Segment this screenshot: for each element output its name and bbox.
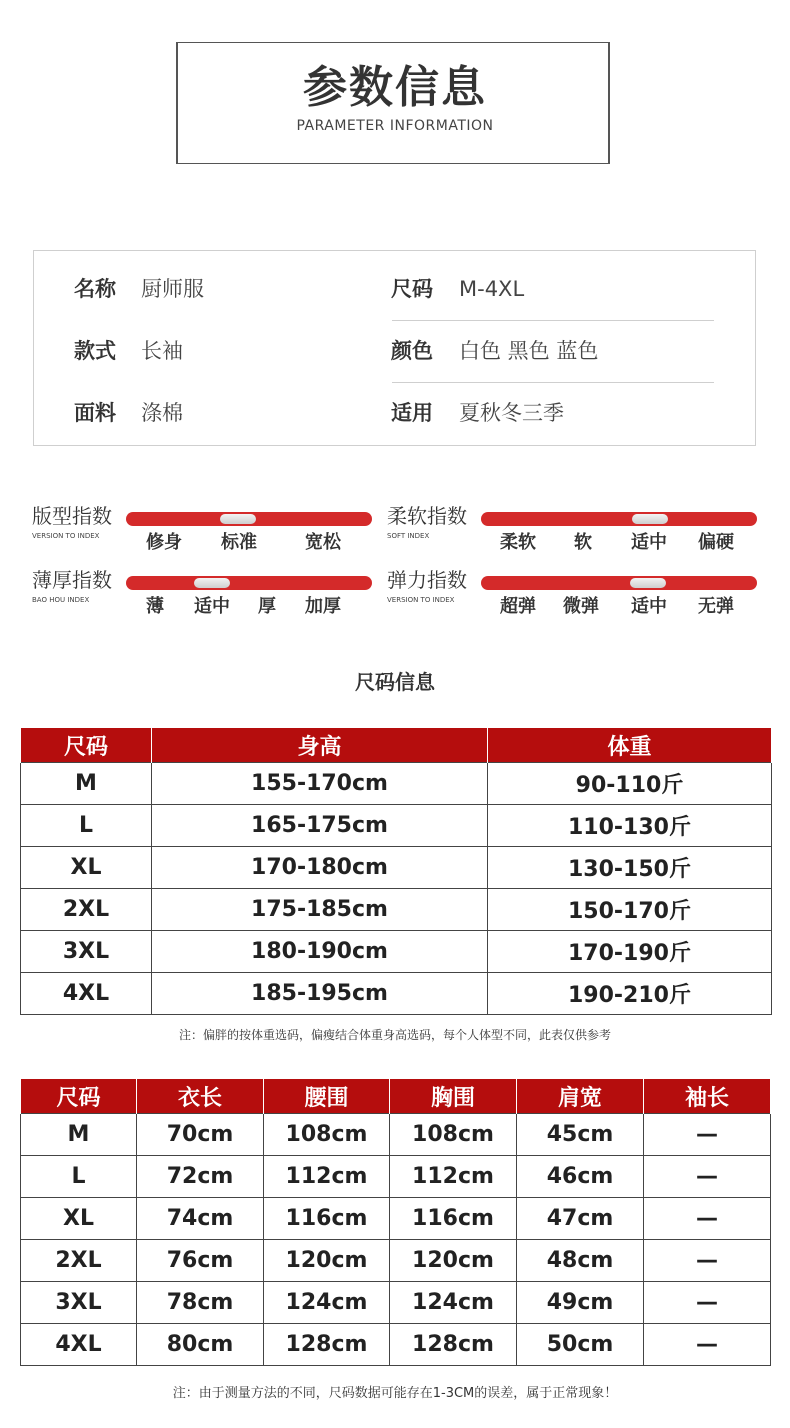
table-row bbox=[21, 1114, 771, 1156]
waist-cell: 116cm bbox=[264, 1198, 390, 1240]
chest-cell: 128cm bbox=[390, 1324, 517, 1366]
size-cell: M bbox=[21, 763, 152, 805]
weight-cell: 170-190斤 bbox=[488, 931, 772, 973]
shoulder-cell: 48cm bbox=[517, 1240, 644, 1282]
param-key: 名称 bbox=[74, 277, 116, 301]
height-cell: 180-190cm bbox=[152, 931, 488, 973]
shoulder-cell: 49cm bbox=[517, 1282, 644, 1324]
page-title: 参数信息 bbox=[303, 62, 487, 113]
size-chart-measurements bbox=[20, 1079, 771, 1366]
sleeve-cell: — bbox=[644, 1324, 771, 1366]
index-option: 柔软 bbox=[500, 532, 536, 553]
param-value: 涤棉 bbox=[141, 401, 183, 425]
shoulder-cell: 50cm bbox=[517, 1324, 644, 1366]
param-value: 厨师服 bbox=[141, 277, 204, 301]
index-option: 适中 bbox=[631, 532, 667, 553]
sleeve-cell: — bbox=[644, 1114, 771, 1156]
index-option: 厚 bbox=[258, 596, 276, 617]
header-cell: 尺码 bbox=[21, 1079, 137, 1114]
table-row bbox=[21, 805, 772, 847]
param-value: 长袖 bbox=[141, 339, 183, 363]
measurement-note: 注：由于测量方法的不同，尺码数据可能存在1-3CM的误差，属于正常现象！ bbox=[172, 1386, 618, 1401]
weight-cell: 90-110斤 bbox=[488, 763, 772, 805]
length-cell: 74cm bbox=[137, 1198, 264, 1240]
table-row bbox=[21, 973, 772, 1015]
shoulder-cell: 45cm bbox=[517, 1114, 644, 1156]
chest-cell: 116cm bbox=[390, 1198, 517, 1240]
param-row bbox=[74, 383, 714, 445]
size-cell: L bbox=[21, 1156, 137, 1198]
table-row bbox=[21, 1324, 771, 1366]
length-cell: 80cm bbox=[137, 1324, 264, 1366]
header-cell: 身高 bbox=[152, 728, 488, 763]
table-row bbox=[21, 1198, 771, 1240]
height-cell: 175-185cm bbox=[152, 889, 488, 931]
table-row bbox=[21, 931, 772, 973]
index-subtitle: SOFT INDEX bbox=[387, 532, 430, 540]
header-cell: 胸围 bbox=[390, 1079, 517, 1114]
header-cell: 体重 bbox=[488, 728, 772, 763]
waist-cell: 120cm bbox=[264, 1240, 390, 1282]
weight-cell: 130-150斤 bbox=[488, 847, 772, 889]
weight-cell: 150-170斤 bbox=[488, 889, 772, 931]
shoulder-cell: 46cm bbox=[517, 1156, 644, 1198]
size-cell: 2XL bbox=[21, 1240, 137, 1282]
param-row bbox=[74, 259, 714, 321]
chest-cell: 124cm bbox=[390, 1282, 517, 1324]
index-knob bbox=[194, 578, 230, 588]
weight-cell: 190-210斤 bbox=[488, 973, 772, 1015]
length-cell: 72cm bbox=[137, 1156, 264, 1198]
size-cell: XL bbox=[21, 847, 152, 889]
header-cell: 肩宽 bbox=[517, 1079, 644, 1114]
param-key: 适用 bbox=[391, 401, 433, 425]
waist-cell: 112cm bbox=[264, 1156, 390, 1198]
param-key: 款式 bbox=[74, 339, 116, 363]
height-cell: 155-170cm bbox=[152, 763, 488, 805]
sleeve-cell: — bbox=[644, 1282, 771, 1324]
table-row bbox=[21, 889, 772, 931]
chest-cell: 120cm bbox=[390, 1240, 517, 1282]
param-value: 夏秋冬三季 bbox=[459, 401, 564, 425]
size-note: 注：偏胖的按体重选码，偏瘦结合体重身高选码，每个人体型不同，此表仅供参考 bbox=[178, 1028, 611, 1042]
size-cell: M bbox=[21, 1114, 137, 1156]
table-header-row bbox=[21, 728, 772, 763]
height-cell: 185-195cm bbox=[152, 973, 488, 1015]
height-cell: 170-180cm bbox=[152, 847, 488, 889]
index-option: 软 bbox=[574, 532, 592, 553]
size-cell: L bbox=[21, 805, 152, 847]
table-row bbox=[21, 1282, 771, 1324]
index-title: 弹力指数 bbox=[387, 568, 467, 592]
waist-cell: 128cm bbox=[264, 1324, 390, 1366]
size-cell: 3XL bbox=[21, 1282, 137, 1324]
length-cell: 76cm bbox=[137, 1240, 264, 1282]
index-title: 薄厚指数 bbox=[32, 568, 112, 592]
length-cell: 78cm bbox=[137, 1282, 264, 1324]
waist-cell: 108cm bbox=[264, 1114, 390, 1156]
chest-cell: 112cm bbox=[390, 1156, 517, 1198]
index-option: 偏硬 bbox=[698, 532, 734, 553]
length-cell: 70cm bbox=[137, 1114, 264, 1156]
index-option: 适中 bbox=[631, 596, 667, 617]
index-subtitle: VERSION TO INDEX bbox=[32, 532, 100, 540]
table-row bbox=[21, 1240, 771, 1282]
index-title: 柔软指数 bbox=[387, 504, 467, 528]
size-cell: 4XL bbox=[21, 973, 152, 1015]
index-knob bbox=[220, 514, 256, 524]
size-cell: 2XL bbox=[21, 889, 152, 931]
header-cell: 腰围 bbox=[264, 1079, 390, 1114]
index-bar bbox=[481, 576, 757, 590]
parameter-table bbox=[33, 250, 756, 446]
index-knob bbox=[632, 514, 668, 524]
param-key: 尺码 bbox=[391, 277, 433, 301]
size-chart-height-weight bbox=[20, 728, 772, 1015]
index-bar bbox=[126, 576, 372, 590]
index-title: 版型指数 bbox=[32, 504, 112, 528]
table-row bbox=[21, 1156, 771, 1198]
weight-cell: 110-130斤 bbox=[488, 805, 772, 847]
waist-cell: 124cm bbox=[264, 1282, 390, 1324]
page-subtitle: PARAMETER INFORMATION bbox=[296, 118, 494, 134]
index-option: 标准 bbox=[221, 532, 257, 553]
table-row bbox=[21, 763, 772, 805]
index-subtitle: BAO HOU INDEX bbox=[32, 596, 90, 604]
height-cell: 165-175cm bbox=[152, 805, 488, 847]
index-subtitle: VERSION TO INDEX bbox=[387, 596, 455, 604]
size-section-title: 尺码信息 bbox=[355, 670, 435, 694]
index-option: 薄 bbox=[146, 596, 164, 617]
sleeve-cell: — bbox=[644, 1156, 771, 1198]
index-option: 超弹 bbox=[500, 596, 536, 617]
table-row bbox=[21, 847, 772, 889]
sleeve-cell: — bbox=[644, 1240, 771, 1282]
size-cell: 3XL bbox=[21, 931, 152, 973]
param-value: 白色 黑色 蓝色 bbox=[459, 339, 599, 363]
chest-cell: 108cm bbox=[390, 1114, 517, 1156]
index-option: 微弹 bbox=[563, 596, 599, 617]
shoulder-cell: 47cm bbox=[517, 1198, 644, 1240]
index-option: 无弹 bbox=[698, 596, 734, 617]
size-cell: 4XL bbox=[21, 1324, 137, 1366]
size-cell: XL bbox=[21, 1198, 137, 1240]
header-cell: 袖长 bbox=[644, 1079, 771, 1114]
param-row bbox=[74, 321, 714, 383]
table-header-row bbox=[21, 1079, 771, 1114]
index-option: 修身 bbox=[146, 532, 182, 553]
index-option: 宽松 bbox=[305, 532, 341, 553]
index-knob bbox=[630, 578, 666, 588]
index-option: 加厚 bbox=[305, 596, 341, 617]
header-cell: 衣长 bbox=[137, 1079, 264, 1114]
index-bar bbox=[126, 512, 372, 526]
param-value: M-4XL bbox=[459, 277, 525, 301]
param-key: 颜色 bbox=[391, 339, 433, 363]
index-option: 适中 bbox=[194, 596, 230, 617]
header-cell: 尺码 bbox=[21, 728, 152, 763]
index-bar bbox=[481, 512, 757, 526]
param-key: 面料 bbox=[74, 401, 116, 425]
sleeve-cell: — bbox=[644, 1198, 771, 1240]
